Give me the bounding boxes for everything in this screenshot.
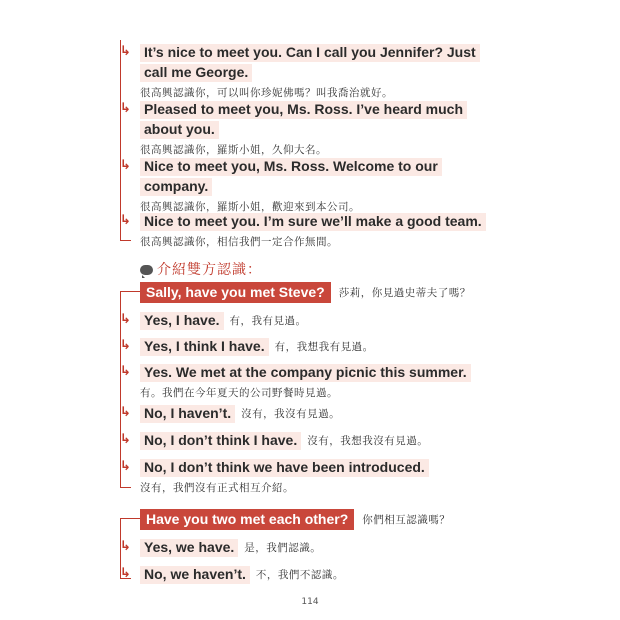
arrow-icon: ↳ (120, 566, 131, 581)
phrase-en: It’s nice to meet you. Can I call you Jennifer? Just (140, 44, 480, 62)
phrase-item (120, 156, 442, 214)
answer-en: Yes. We met at the company picnic this summer. (140, 364, 471, 382)
answer-zh: 是，我們認識。 (244, 542, 322, 554)
answer-zh: 不，我們不認識。 (255, 569, 344, 581)
phrase-zh: 很高興認識你，可以叫你珍妮佛嗎？叫我喬治就好。 (140, 87, 393, 99)
phrase-item (120, 99, 467, 157)
answer-item (120, 564, 344, 584)
arrow-icon: ↳ (120, 213, 131, 228)
section-title-text: 介紹雙方認識： (157, 262, 262, 278)
phrase-en: Nice to meet you, Ms. Ross. Welcome to our (140, 158, 442, 176)
answer-item (120, 336, 374, 356)
page-number: 114 (301, 597, 319, 607)
arrow-icon: ↳ (120, 459, 131, 474)
answer-item (120, 537, 322, 557)
answer-zh: 沒有，我想我沒有見過。 (307, 435, 429, 447)
answer-item (120, 362, 471, 400)
phrase-en: Nice to meet you. I’m sure we’ll make a good team. (140, 213, 486, 231)
answer-en: No, I don’t think I have. (140, 432, 301, 450)
group1-bracket (120, 40, 131, 241)
phrase-en-cont: about you. (140, 121, 219, 139)
arrow-icon: ↳ (120, 338, 131, 353)
phrase-zh: 很高興認識你，羅斯小姐，歡迎來到本公司。 (140, 201, 360, 213)
question2 (140, 509, 450, 530)
answer-item (120, 310, 307, 330)
arrow-icon: ↳ (120, 405, 131, 420)
arrow-icon: ↳ (120, 44, 131, 59)
arrow-icon: ↳ (120, 539, 131, 554)
question1-zh: 莎莉，你見過史蒂夫了嗎？ (338, 287, 471, 299)
answer-en: Yes, I think I have. (140, 338, 269, 356)
arrow-icon: ↳ (120, 432, 131, 447)
phrase-zh: 很高興認識你，相信我們一定合作無間。 (140, 236, 338, 248)
arrow-icon: ↳ (120, 158, 131, 173)
answer-zh: 沒有，我們沒有正式相互介紹。 (140, 482, 294, 494)
phrase-zh: 很高興認識你，羅斯小姐，久仰大名。 (140, 144, 327, 156)
arrow-icon: ↳ (120, 312, 131, 327)
answer-en: No, I haven’t. (140, 405, 235, 423)
arrow-icon: ↳ (120, 364, 131, 379)
question2-en: Have you two met each other? (140, 509, 354, 530)
question2-zh: 你們相互認識嗎？ (362, 514, 451, 526)
phrase-en: Pleased to meet you, Ms. Ross. I’ve heard much (140, 101, 467, 119)
answer-en: No, we haven’t. (140, 566, 250, 584)
answer-zh: 有，我想我有見過。 (274, 341, 374, 353)
answer-zh: 沒有，我沒有見過。 (241, 408, 341, 420)
answer-item (120, 430, 429, 450)
answer-item (120, 457, 429, 495)
phrase-en-cont: company. (140, 178, 212, 196)
answer-en: Yes, I have. (140, 312, 224, 330)
phrase-item (120, 211, 486, 249)
arrow-icon: ↳ (120, 101, 131, 116)
section-title (140, 259, 262, 279)
phrase-en-cont: call me George. (140, 64, 252, 82)
phrase-item (120, 42, 480, 100)
answer-zh: 有，我有見過。 (229, 315, 307, 327)
question1 (140, 282, 471, 303)
answer-item (120, 403, 341, 423)
answer-zh: 有。我們在今年夏天的公司野餐時見過。 (140, 387, 338, 399)
answer-en: No, I don’t think we have been introduced. (140, 459, 429, 477)
question1-en: Sally, have you met Steve? (140, 282, 331, 303)
speech-bubble-icon (140, 265, 153, 275)
answer-en: Yes, we have. (140, 539, 238, 557)
